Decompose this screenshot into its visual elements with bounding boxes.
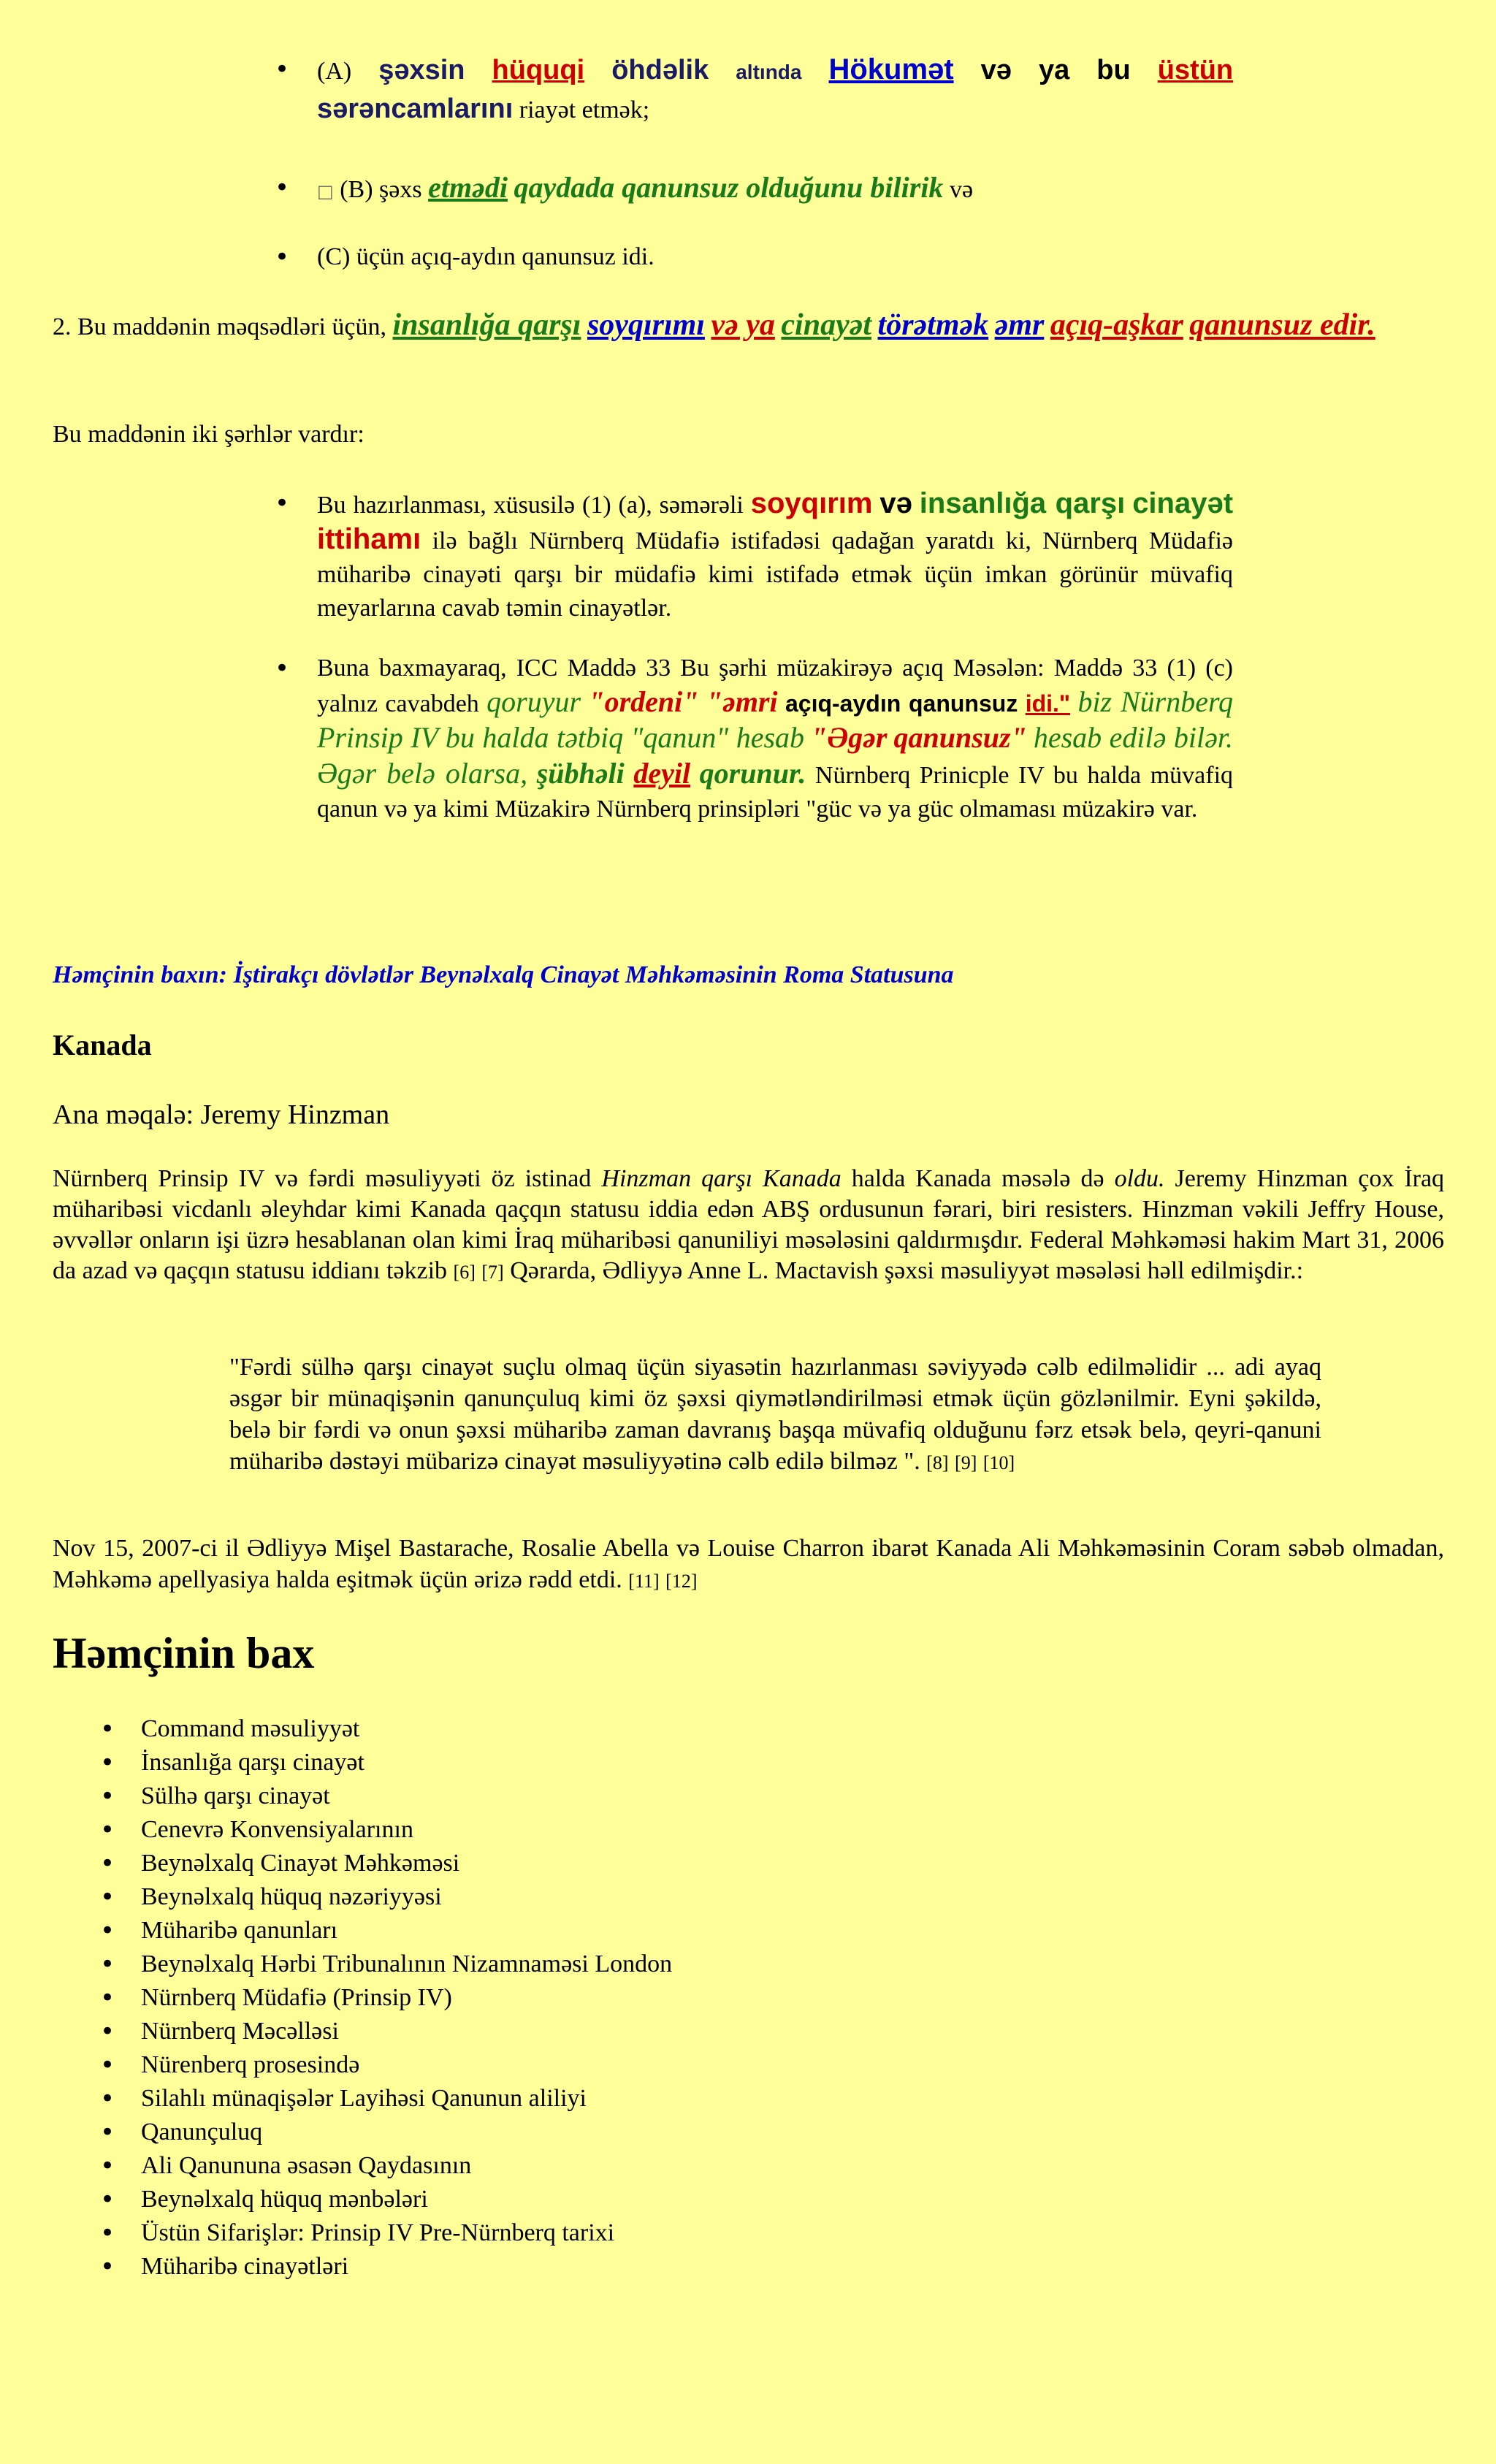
interp2-prefix: Buna baxmayaraq, ICC Maddə 33 Bu şərhi müzakirəyə açıq Məsələn: Maddə 33 (1) (c) yalnız cavabdeh: [317, 655, 1233, 717]
item-a-rest: riayət etmək;: [519, 96, 650, 123]
item-c-text: (C) üçün açıq-aydın qanunsuz idi.: [317, 243, 654, 270]
item-a-word: öhdəlik: [611, 55, 709, 85]
reference-link[interactable]: [12]: [665, 1571, 698, 1592]
para2-link-insanliga[interactable]: insanlığa qarşı: [392, 308, 581, 342]
item-b-prefix: (B) şəxs: [340, 176, 422, 203]
interp-list: [317, 487, 1233, 826]
paragraph-2: [53, 307, 1444, 346]
para2-link-ve-ya[interactable]: və ya: [711, 308, 775, 342]
para2-link-qanunsuz-edir[interactable]: qanunsuz edir.: [1189, 308, 1375, 342]
see-also-item[interactable]: • Qanunçuluq: [141, 2116, 1383, 2149]
see-also-item[interactable]: • Ali Qanununa əsasən Qaydasının: [141, 2149, 1383, 2183]
para2-link-emr[interactable]: əmr: [994, 308, 1045, 342]
item-b-word: və: [949, 176, 974, 203]
interp2-word-ordeni: "ordeni": [588, 685, 699, 718]
section-heading-see-also: Həmçinin bax: [53, 1629, 315, 1677]
see-also-item[interactable]: • Silahlı münaqişələr Layihəsi Qanunun aliliyi: [141, 2082, 1383, 2116]
canada-paragraph: [53, 1164, 1444, 1288]
case-name: Hinzman qarşı Kanada: [601, 1165, 842, 1192]
see-also-item[interactable]: • Beynəlxalq hüquq mənbələri: [141, 2183, 1383, 2216]
reference-link[interactable]: [7]: [481, 1262, 504, 1283]
item-a-prefix: (A): [317, 58, 352, 85]
interp2-word-qanunsuz: qanunsuz": [893, 721, 1027, 754]
box-icon: □: [317, 181, 334, 202]
item-a-link-huquqi[interactable]: hüquqi: [492, 55, 585, 85]
item-a-word: və: [980, 55, 1012, 85]
canada-text: halda Kanada məsələ də: [851, 1165, 1104, 1192]
interp2-word-emri: "əmri: [706, 685, 778, 718]
see-also-item[interactable]: • İnsanlığa qarşı cinayət: [141, 1746, 1383, 1780]
para2-prefix: 2. Bu maddənin məqsədləri üçün,: [53, 313, 387, 340]
interp1-link-cinayet[interactable]: cinayət: [1132, 487, 1234, 519]
interp-item-1: [317, 487, 1233, 625]
interp1-link-ittihami[interactable]: ittihamı: [317, 523, 421, 555]
reference-link[interactable]: [11]: [628, 1571, 660, 1592]
interp1-link-soyqirim[interactable]: soyqırım: [750, 487, 873, 519]
quote-text: "Fərdi sülhə qarşı cinayət suçlu olmaq üçün siyasətin hazırlanması səviyyədə cəlb edilməlidir ... adi ayaq əsgər bir münaqişənin qanunçuluq kimi öz şəxsi qiymətləndirilməsi etmək üçün gözlənilmir. Eyni şəkildə, belə bir fərdi və onun şəxsi müharibə zaman davranış başqa müvafiq olduğunu fərz etsək belə, qeyri-qanuni müharibə dəstəyi mübarizə cinayət məsuliyyətinə cəlb edilə bilməz ".: [229, 1354, 1321, 1475]
list-item-a: [317, 51, 1233, 129]
interp-item-2: [317, 652, 1233, 826]
see-also-item[interactable]: • Beynəlxalq Cinayət Məhkəməsi: [141, 1847, 1383, 1880]
see-also-list: [141, 1712, 1383, 2284]
main-article-note: Ana məqalə: Jeremy Hinzman: [53, 1099, 390, 1130]
reference-link[interactable]: [9]: [955, 1452, 977, 1473]
see-also-item[interactable]: • Müharibə qanunları: [141, 1914, 1383, 1948]
interp1-link-insanliga[interactable]: insanlığa qarşı: [919, 487, 1126, 519]
interp1-prefix: Bu hazırlanması, xüsusilə (1) (a), səmərəli: [317, 492, 744, 519]
interp-intro: Bu maddənin iki şərhlər vardır:: [53, 421, 365, 448]
see-also-item[interactable]: • Nürnberq Müdafiə (Prinsip IV): [141, 1981, 1383, 2015]
interp2-word-qoruyur: qoruyur: [486, 685, 581, 718]
para2-link-cinayet[interactable]: cinayət: [781, 308, 872, 342]
item-a-word: altında: [736, 61, 802, 83]
reference-link[interactable]: [8]: [926, 1452, 949, 1473]
see-also-inline-link[interactable]: Həmçinin baxın: İştirakçı dövlətlər Beynəlxalq Cinayət Məhkəməsinin Roma Statusuna: [53, 961, 954, 988]
interp2-word-aciq-aydin: açıq-aydın qanunsuz: [785, 690, 1018, 717]
item-a-word: şəxsin: [378, 55, 465, 85]
interp2-word-subheli: şübhəli: [536, 757, 625, 790]
para2-link-toretmek[interactable]: törətmək: [877, 308, 989, 342]
see-also-item[interactable]: • Üstün Sifarişlər: Prinsip IV Pre-Nürnberq tarixi: [141, 2216, 1383, 2250]
see-also-item[interactable]: • Cenevrə Konvensiyalarının: [141, 1813, 1383, 1847]
para2-link-soyqirimi[interactable]: soyqırımı: [587, 308, 705, 342]
list-item-b: [317, 169, 1233, 210]
article-list: [317, 51, 1233, 275]
item-b-link-etmedi[interactable]: etmədi: [428, 171, 508, 204]
interp1-word-ve: və: [879, 487, 912, 519]
reference-link[interactable]: [10]: [982, 1452, 1015, 1473]
item-a-word: sərəncamlarını: [317, 94, 514, 124]
interp2-word-eger: "Əgər: [811, 721, 888, 754]
item-a-link-ustun[interactable]: üstün: [1157, 55, 1234, 85]
canada-text: Jeremy Hinzman çox İraq müharibəsi vicdanlı əleyhdar kimi Kanada qaçqın statusu iddia edən ABŞ ordusunun fərari, biri resisters. Hinzman vəkili Jeffry House, əvvəllər onların işi üzrə hesablanan olan kimi İraq müharibəsi qanuniliyi məsələsini qaldırmışdır. Federal Məhkəməsi hakim Mart 31, 2006 da azad və qaçqın statusu iddianı təkzib: [53, 1165, 1445, 1284]
canada-text: Qərarda, Ədliyyə Anne L. Mactavish şəxsi məsuliyyət məsələsi həll edilmişdir.:: [510, 1257, 1304, 1284]
section-heading-canada: Kanada: [53, 1029, 152, 1061]
interp2-phrase-2: hesab edilə bilər. Əgər belə olarsa,: [317, 721, 1234, 790]
list-item-c: [317, 239, 1233, 275]
para2-link-aciq-askar[interactable]: açıq-aşkar: [1050, 308, 1183, 342]
interp2-word-qorunur: qorunur.: [699, 757, 806, 790]
see-also-item[interactable]: • Sülhə qarşı cinayət: [141, 1780, 1383, 1813]
see-also-item[interactable]: • Beynəlxalq hüquq nəzəriyyəsi: [141, 1880, 1383, 1914]
court-quote: [229, 1351, 1321, 1479]
interp2-rest: Nürnberq Prinicple IV bu halda müvafiq qanun və ya kimi Müzakirə Nürnberq prinsipləri "güc və ya güc olmaması müzakirə var.: [317, 762, 1234, 823]
item-a-word: bu: [1096, 55, 1131, 85]
interp2-phrase: biz Nürnberq Prinsip IV bu halda tətbiq "qanun" hesab: [317, 685, 1234, 754]
see-also-item[interactable]: • Müharibə cinayətləri: [141, 2250, 1383, 2284]
reference-link[interactable]: [6]: [453, 1262, 476, 1283]
interp2-link-deyil[interactable]: deyil: [633, 757, 691, 790]
see-also-item[interactable]: • Nürenberq prosesində: [141, 2048, 1383, 2082]
item-a-link-hokumet[interactable]: Hökumət: [828, 53, 954, 85]
canada-text: Nürnberq Prinsip IV və fərdi məsuliyyəti öz istinad: [53, 1165, 592, 1192]
canada-text: oldu.: [1114, 1165, 1165, 1192]
item-b-phrase: qaydada qanunsuz olduğunu bilirik: [514, 171, 944, 204]
see-also-item[interactable]: • Beynəlxalq Hərbi Tribunalının Nizamnaməsi London: [141, 1948, 1383, 1981]
canada-paragraph-2: [53, 1533, 1444, 1597]
interp1-rest: ilə bağlı Nürnberq Müdafiə istifadəsi qadağan yaratdı ki, Nürnberq Müdafiə müharibə cinayəti qarşı bir müdafiə kimi istifadə etmək üçün imkan görünür müvafiq meyarlarına cavab təmin cinayətlər.: [317, 527, 1234, 622]
item-a-word: ya: [1038, 55, 1070, 85]
see-also-item[interactable]: • Nürnberq Məcəlləsi: [141, 2015, 1383, 2048]
interp2-link-idi[interactable]: idi.": [1025, 690, 1071, 717]
see-also-item[interactable]: • Command məsuliyyət: [141, 1712, 1383, 1746]
canada-text: Nov 15, 2007-ci il Ədliyyə Mişel Bastarache, Rosalie Abella və Louise Charron ibarət Kanada Ali Məhkəməsinin Coram səbəb olmadan, Məhkəmə apellyasiya halda eşitmək üçün ərizə rədd etdi.: [53, 1535, 1444, 1593]
